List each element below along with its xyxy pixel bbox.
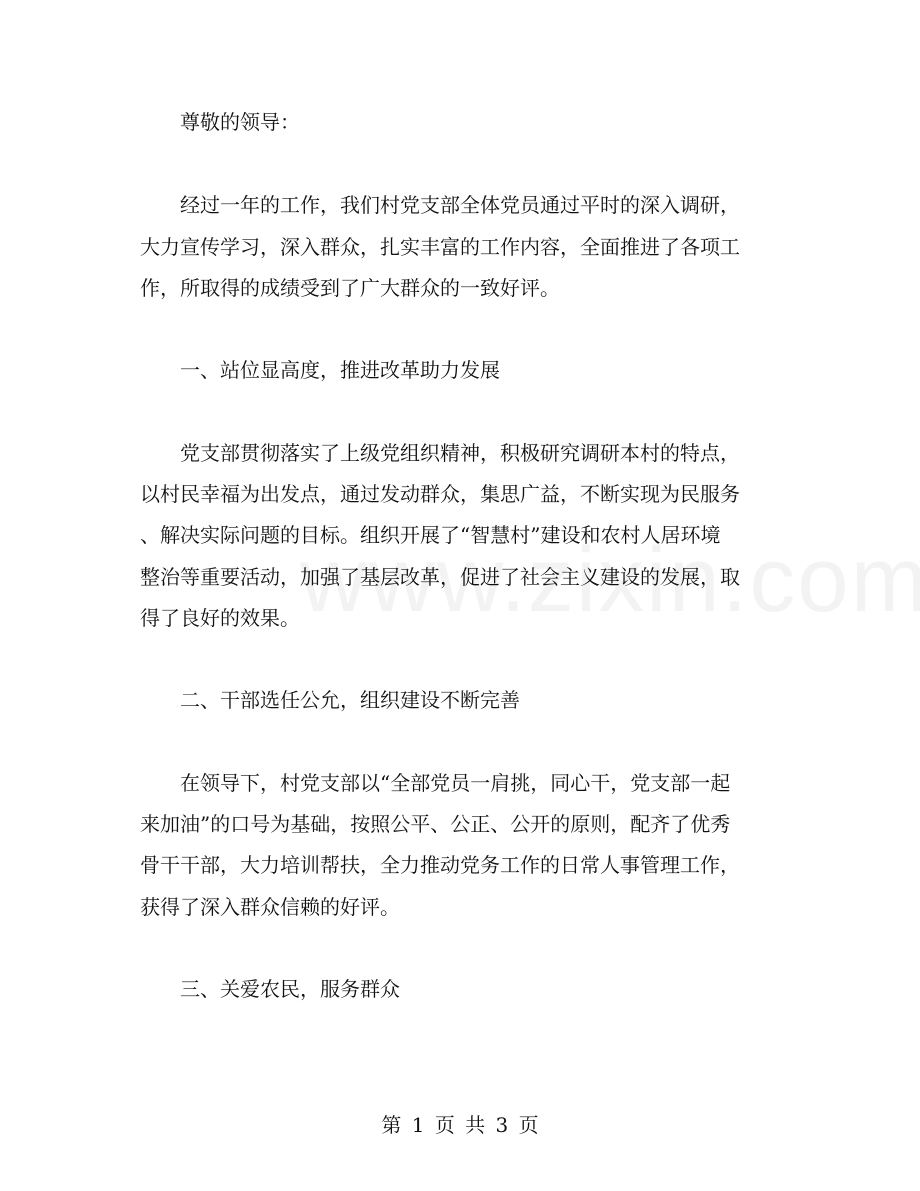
- section-1-line: 整治等重要活动，加强了基层改革，促进了社会主义建设的发展，取: [140, 565, 740, 589]
- section-heading-1: 一、站位显高度，推进改革助力发展: [180, 358, 500, 382]
- section-2-line: 来加油”的口号为基础，按照公平、公正、公开的原则，配齐了优秀: [140, 812, 731, 836]
- section-2-line: 在领导下，村党支部以“全部党员一肩挑，同心干，党支部一起: [180, 771, 731, 795]
- intro-line: 经过一年的工作，我们村党支部全体党员通过平时的深入调研，: [180, 193, 740, 217]
- section-1-line: 、解决实际问题的目标。组织开展了“智慧村”建设和农村人居环境: [140, 523, 721, 547]
- section-1-line: 以村民幸福为出发点，通过发动群众，集思广益，不断实现为民服务: [140, 482, 740, 506]
- page-footer: 第 1 页 共 3 页: [381, 1113, 539, 1137]
- section-heading-2: 二、干部选任公允，组织建设不断完善: [180, 688, 520, 712]
- section-2-line: 获得了深入群众信赖的好评。: [140, 895, 400, 919]
- section-1-line: 党支部贯彻落实了上级党组织精神，积极研究调研本村的特点，: [180, 441, 740, 465]
- salutation: 尊敬的领导：: [180, 110, 300, 134]
- section-1-line: 得了良好的效果。: [140, 606, 300, 630]
- section-heading-3: 三、关爱农民，服务群众: [180, 977, 400, 1001]
- intro-line: 作，所取得的成绩受到了广大群众的一致好评。: [140, 276, 560, 300]
- intro-line: 大力宣传学习，深入群众，扎实丰富的工作内容，全面推进了各项工: [140, 235, 740, 259]
- section-2-line: 骨干干部，大力培训帮扶，全力推动党务工作的日常人事管理工作，: [140, 853, 740, 877]
